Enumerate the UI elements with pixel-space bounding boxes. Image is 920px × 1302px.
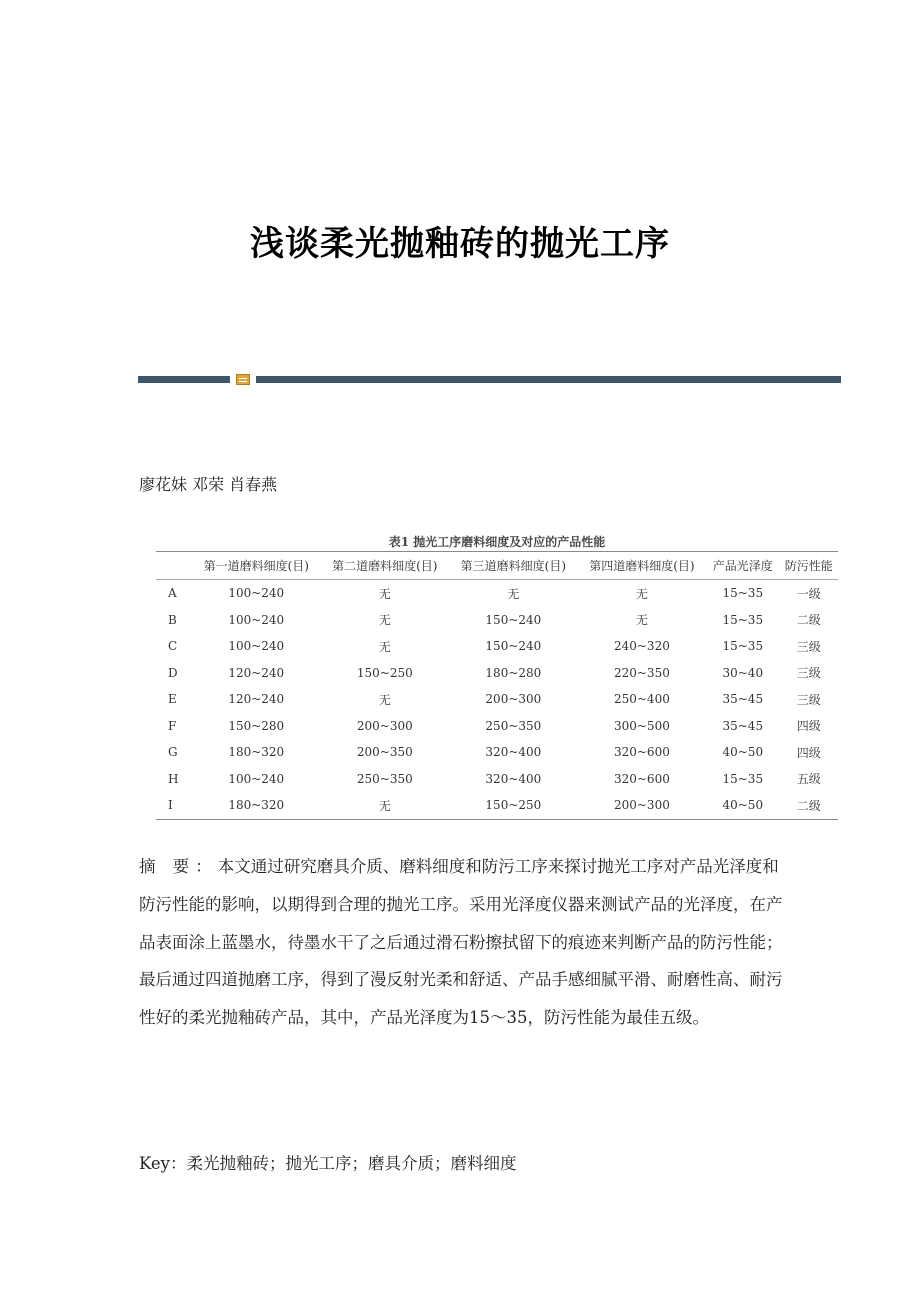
table-cell: 35~45: [722, 692, 764, 707]
keywords: [139, 1148, 789, 1180]
table-cell: 35~45: [722, 718, 764, 733]
table-cell: 150~250: [356, 665, 413, 680]
table-cell: 15~35: [722, 771, 764, 786]
table-cell: 180~320: [228, 798, 285, 813]
header-cell: 防污性能: [784, 559, 833, 573]
table-cell: 200~300: [356, 718, 413, 733]
table-cell: 320~400: [485, 745, 542, 760]
table-cell: 320~600: [613, 771, 670, 786]
row-label-cell: A: [168, 586, 177, 601]
row-label-cell: G: [168, 745, 178, 760]
table-cell: 四级: [796, 745, 821, 760]
row-label-cell: H: [168, 771, 179, 786]
table-header-row: [156, 552, 838, 580]
abstract: [139, 848, 789, 1037]
table-row: [156, 660, 838, 687]
table-row: [156, 739, 838, 766]
table-cell: 无: [507, 586, 520, 601]
table-cell: 120~240: [228, 692, 285, 707]
abstract-text: 本文通过研究磨具介质、磨料细度和防污工序来探讨抛光工序对产品光泽度和防污性能的影响，以期得到合理的抛光工序。采用光泽度仪器来测试产品的光泽度，在产品表面涂上蓝墨水，待墨水干了之后通过滑石粉擦拭留下的痕迹来判断产品的防污性能；最后通过四道抛磨工序，得到了漫反射光柔和舒适、产品手感细腻平滑、耐磨性高、耐污性好的柔光抛釉砖产品，其中，产品光泽度为15～35，防污性能为最佳五级。: [139, 857, 783, 1028]
table-cell: 100~240: [228, 586, 285, 601]
table-cell: 180~320: [228, 745, 285, 760]
row-label-cell: B: [168, 612, 177, 627]
table-cell: 四级: [796, 719, 821, 734]
table-cell: 100~240: [228, 771, 285, 786]
table-cell: 三级: [796, 639, 821, 654]
row-label-cell: I: [168, 798, 173, 813]
table-cell: 一级: [796, 586, 821, 601]
divider-bar-right: [256, 376, 841, 383]
header-cell: 第一道磨料细度(目): [203, 559, 309, 573]
divider-bar-left: [138, 376, 230, 383]
table-cell: 无: [378, 798, 391, 813]
table-row: [156, 766, 838, 793]
header-cell: 第二道磨料细度(目): [332, 559, 438, 573]
table-cell: 120~240: [228, 665, 285, 680]
abstract-label: 摘 要：: [139, 857, 218, 876]
row-label-cell: C: [168, 639, 178, 654]
header-cell: [156, 552, 192, 580]
table-row: [156, 686, 838, 713]
row-label-cell: F: [168, 718, 177, 733]
table-row: [156, 792, 838, 819]
table-cell: 220~350: [613, 665, 670, 680]
table-cell: 200~300: [613, 798, 670, 813]
table-cell: 150~240: [485, 612, 542, 627]
row-label-cell: D: [168, 665, 178, 680]
row-label-cell: E: [168, 692, 177, 707]
table-cell: 无: [378, 692, 391, 707]
table-cell: 二级: [796, 613, 821, 628]
table-cell: 200~350: [356, 745, 413, 760]
table-cell: 30~40: [722, 665, 764, 680]
keywords-label: Key：: [139, 1154, 187, 1173]
table-row: [156, 633, 838, 660]
table-caption: 表1 抛光工序磨料细度及对应的产品性能: [388, 535, 606, 549]
table-cell: 无: [635, 586, 648, 601]
table-cell: 200~300: [485, 692, 542, 707]
envelope-icon: [236, 374, 250, 385]
table-row: [156, 713, 838, 740]
document-title: 浅谈柔光抛釉砖的抛光工序: [250, 224, 670, 264]
table-cell: 无: [378, 586, 391, 601]
table-cell: 320~600: [613, 745, 670, 760]
table-cell: 40~50: [722, 798, 764, 813]
table-cell: 15~35: [722, 612, 764, 627]
table-cell: 180~280: [485, 665, 542, 680]
table-row: [156, 580, 838, 607]
table-cell: 100~240: [228, 639, 285, 654]
table-cell: 300~500: [613, 718, 670, 733]
table-cell: 二级: [796, 798, 821, 813]
table-cell: 150~240: [485, 639, 542, 654]
table-cell: 40~50: [722, 745, 764, 760]
table-cell: 无: [378, 639, 391, 654]
table-body: [156, 580, 838, 820]
polishing-table: [156, 551, 838, 820]
table-cell: 三级: [796, 692, 821, 707]
table-cell: 150~280: [228, 718, 285, 733]
author-line: 廖花妹 邓荣 肖春燕: [139, 475, 278, 494]
table-cell: 无: [635, 613, 648, 628]
title-divider: [138, 374, 841, 386]
table-cell: 240~320: [613, 639, 670, 654]
table-cell: 320~400: [485, 771, 542, 786]
table-cell: 150~250: [485, 798, 542, 813]
table-cell: 250~400: [613, 692, 670, 707]
header-cell: 第四道磨料细度(目): [589, 559, 695, 573]
table-cell: 五级: [796, 772, 821, 787]
table-cell: 250~350: [356, 771, 413, 786]
table-cell: 三级: [796, 666, 821, 681]
header-cell: 产品光泽度: [712, 559, 773, 573]
table-cell: 无: [378, 613, 391, 628]
table-cell: 15~35: [722, 639, 764, 654]
table-row: [156, 607, 838, 634]
table-cell: 15~35: [722, 586, 764, 601]
data-table-figure: [156, 533, 838, 820]
header-cell: 第三道磨料细度(目): [460, 559, 567, 573]
table-cell: 250~350: [485, 718, 542, 733]
table-cell: 100~240: [228, 612, 285, 627]
keywords-text: 柔光抛釉砖；抛光工序；磨具介质；磨料细度: [186, 1154, 517, 1173]
